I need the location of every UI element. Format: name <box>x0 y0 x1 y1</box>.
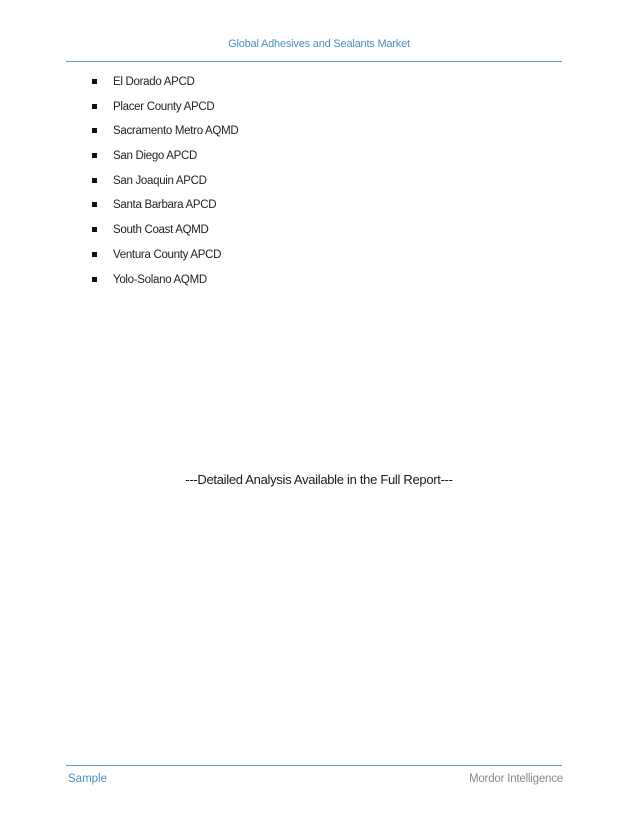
square-bullet-icon <box>92 202 97 207</box>
list-item-text: Ventura County APCD <box>113 248 222 261</box>
page-header-title: Global Adhesives and Sealants Market <box>228 38 410 50</box>
footer-brand-label: Mordor Intelligence <box>468 773 563 785</box>
footer-sample-label: Sample <box>68 773 107 785</box>
full-report-notice: ---Detailed Analysis Available in the Full Report--- <box>185 472 453 487</box>
list-item-text: San Diego APCD <box>113 150 198 163</box>
list-item-text: Santa Barbara APCD <box>113 199 217 212</box>
list-item-text: San Joaquin APCD <box>113 174 207 187</box>
list-item-text: El Dorado APCD <box>113 76 195 88</box>
square-bullet-icon <box>92 227 97 232</box>
header-divider <box>66 61 562 62</box>
list-item-text: South Coast AQMD <box>113 224 209 237</box>
square-bullet-icon <box>92 178 97 183</box>
list-item-text: Yolo-Solano AQMD <box>113 273 207 286</box>
square-bullet-icon <box>92 277 97 282</box>
footer-divider <box>66 765 562 766</box>
square-bullet-icon <box>92 153 97 158</box>
square-bullet-icon <box>92 104 97 109</box>
square-bullet-icon <box>92 128 97 133</box>
square-bullet-icon <box>92 252 97 257</box>
list-item-text: Placer County APCD <box>113 100 215 113</box>
list-item-text: Sacramento Metro AQMD <box>113 125 239 138</box>
square-bullet-icon <box>92 79 97 84</box>
